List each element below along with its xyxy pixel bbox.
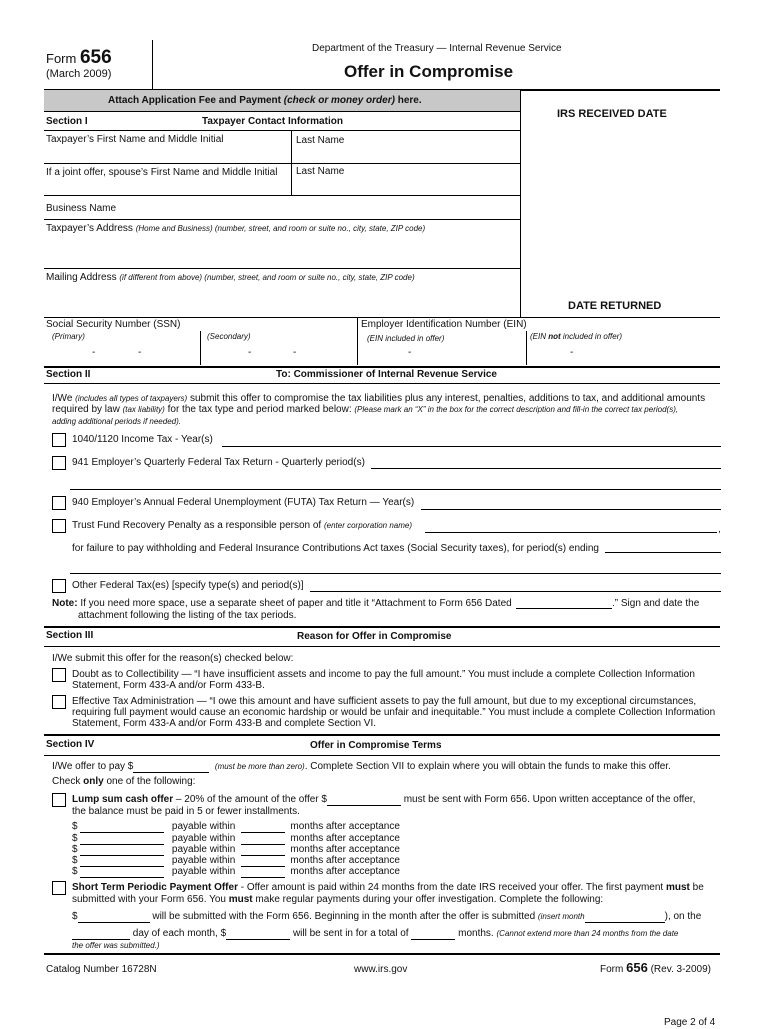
doubt-collectibility-label: Doubt as to Collectibility — “I have insufficient assets and income to pay the full amount.” You must include a complete Collection Information <box>72 669 695 680</box>
income-tax-years-field[interactable] <box>222 446 721 447</box>
short-term-label-2: submitted with your Form 656. You must make regular payments during your offer investigation. Complete the following: <box>72 894 604 905</box>
ein-not-included-label: (EIN not included in offer) <box>530 332 623 341</box>
ein-label: Employer Identification Number (EIN) <box>361 319 527 330</box>
header-divider <box>152 40 153 90</box>
form-number: 656 <box>79 47 112 68</box>
rule <box>44 317 720 318</box>
rule <box>44 953 720 955</box>
comma: , <box>718 524 721 535</box>
short-term-label-4: day of each month, $ will be sent in for a total of months. (Cannot extend more than 24 months from the date <box>72 928 678 940</box>
rule <box>44 626 720 628</box>
date-returned-label: DATE RETURNED <box>568 300 662 312</box>
ssn-label: Social Security Number (SSN) <box>46 319 181 330</box>
ssn-primary-field[interactable]: - - <box>92 347 142 358</box>
form-date: (March 2009) <box>46 68 112 80</box>
divider <box>200 331 201 365</box>
form-941-label: 941 Employer’s Quarterly Federal Tax Return - Quarterly period(s) <box>72 457 365 468</box>
footer-form-id: Form 656 (Rev. 3-2009) <box>600 960 711 975</box>
section-2-intro-3: adding additional periods if needed). <box>52 417 181 426</box>
lump-sum-label: Lump sum cash offer – 20% of the amount of the offer $ must be sent with Form 656. Upon written acceptance of the offer, <box>72 794 696 805</box>
trust-fund-line-2: for failure to pay withholding and Federal Insurance Contributions Act taxes (Social Security taxes), for period(s) ending <box>72 543 599 554</box>
other-tax-checkbox[interactable] <box>52 579 66 593</box>
irs-received-date-label: IRS RECEIVED DATE <box>557 108 667 120</box>
effective-tax-admin-checkbox[interactable] <box>52 695 66 709</box>
installment-row: $ payable within months after acceptance <box>72 866 400 877</box>
taxpayer-address-field[interactable]: Taxpayer’s Address (Home and Business) (number, street, and room or suite no., city, state, ZIP code) <box>46 223 426 234</box>
payment-day-field[interactable] <box>72 929 130 940</box>
section-2-note-line-2: attachment following the listing of the tax periods. <box>78 610 297 621</box>
rule <box>44 366 720 368</box>
section-2-title: To: Commissioner of Internal Revenue Service <box>276 369 497 380</box>
section-2-note: Note: If you need more space, use a separate sheet of paper and title it “Attachment to Form 656 Dated <box>52 598 512 609</box>
installment-row: $ payable within months after acceptance <box>72 855 400 866</box>
offer-amount-field[interactable] <box>133 762 209 773</box>
section-3-intro: I/We submit this offer for the reason(s) checked below: <box>52 653 294 664</box>
section-2-intro-1: I/We (includes all types of taxpayers) submit this offer to compromise the tax liabilities plus any interest, penalties, additions to tax, and additional amounts <box>52 393 706 404</box>
rule <box>44 646 720 647</box>
business-name-field[interactable]: Business Name <box>46 203 117 214</box>
corporation-name-field[interactable] <box>425 532 717 533</box>
section-1-title: Taxpayer Contact Information <box>202 116 343 127</box>
section-3-title: Reason for Offer in Compromise <box>297 631 452 642</box>
income-tax-label: 1040/1120 Income Tax - Year(s) <box>72 434 213 445</box>
section-2-label: Section II <box>46 369 91 380</box>
installment-row: $ payable within months after acceptance <box>72 844 400 855</box>
short-term-label-5: the offer was submitted.) <box>72 941 160 950</box>
ssn-secondary-label: (Secondary) <box>207 332 251 341</box>
attach-payment-bar: Attach Application Fee and Payment (check or money order) here. <box>44 90 520 112</box>
installment-row: $ payable within months after acceptance <box>72 833 400 844</box>
installment-amount-field[interactable] <box>80 822 164 833</box>
form-940-checkbox[interactable] <box>52 496 66 510</box>
offer-amount-line: I/We offer to pay $ (must be more than zero). Complete Section VII to explain where you will obtain the funds to make this offer. <box>52 761 671 772</box>
doubt-collectibility-checkbox[interactable] <box>52 668 66 682</box>
doubt-collectibility-label-2: Statement, Form 433-A and/or Form 433-B. <box>72 680 265 691</box>
installment-months-field[interactable] <box>241 867 285 878</box>
form-title: Offer in Compromise <box>344 62 514 81</box>
ein-included-label: (EIN included in offer) <box>367 334 445 343</box>
trust-fund-label: Trust Fund Recovery Penalty as a responsible person of (enter corporation name) <box>72 520 413 531</box>
installment-amount-field[interactable] <box>80 867 164 878</box>
attachment-date-field[interactable] <box>516 608 612 609</box>
section-3-label: Section III <box>46 630 94 641</box>
form-label: Form 656 <box>46 47 112 68</box>
first-name-field[interactable]: Taxpayer’s First Name and Middle Initial <box>46 134 224 145</box>
installment-months-field[interactable] <box>241 822 285 833</box>
other-tax-label: Other Federal Tax(es) [specify type(s) and period(s)] <box>72 580 304 591</box>
effective-tax-admin-label-2: requiring full payment would cause an economic hardship or would be unfair and inequitable.” You must include a complete Collection Information <box>72 707 716 718</box>
ssn-primary-label: (Primary) <box>52 332 85 341</box>
form-940-years-field[interactable] <box>421 509 721 510</box>
lump-sum-checkbox[interactable] <box>52 793 66 807</box>
form-940-label: 940 Employer’s Annual Federal Unemployment (FUTA) Tax Return — Year(s) <box>72 497 415 508</box>
effective-tax-admin-label: Effective Tax Administration — “I owe this amount and have sufficient assets to pay the full amount, but due to my exceptional circumstances, <box>72 696 697 707</box>
income-tax-checkbox[interactable] <box>52 433 66 447</box>
last-name-field[interactable]: Last Name <box>296 135 345 146</box>
department-line: Department of the Treasury — Internal Revenue Service <box>312 43 562 54</box>
installment-row: $ payable within months after acceptance <box>72 821 400 832</box>
lump-sum-label-2: the balance must be paid in 5 or fewer installments. <box>72 806 300 817</box>
trust-fund-checkbox[interactable] <box>52 519 66 533</box>
note-end: .” Sign and date the <box>612 598 700 609</box>
short-term-checkbox[interactable] <box>52 881 66 895</box>
rule <box>44 755 720 756</box>
irs-website-link[interactable]: www.irs.gov <box>354 964 408 975</box>
divider <box>526 331 527 365</box>
section-1-label: Section I <box>46 116 88 127</box>
first-payment-field[interactable] <box>78 912 150 923</box>
trust-fund-extra-line[interactable] <box>70 573 721 574</box>
short-term-label-3: $ will be submitted with the Form 656. Beginning in the month after the offer is submitted (insert month ), on the <box>72 911 702 922</box>
monthly-amount-field[interactable] <box>226 929 290 940</box>
ssn-secondary-field[interactable]: - - <box>248 347 297 358</box>
ein-included-field[interactable]: - <box>408 347 412 358</box>
spouse-last-name-field[interactable]: Last Name <box>296 166 345 177</box>
form-941-periods-field-2[interactable] <box>70 489 721 490</box>
page-number: Page 2 of 4 <box>664 1017 716 1028</box>
short-term-label: Short Term Periodic Payment Offer - Offer amount is paid within 24 months from the date IRS received your offer. The first payment must be <box>72 882 704 893</box>
form-941-checkbox[interactable] <box>52 456 66 470</box>
section-2-intro-2: required by law (tax liability) for the tax type and period marked below: (Please mark an “X” in the box for the correct description and fill-in the correct tax period(s), <box>52 404 679 415</box>
lump-sum-amount-field[interactable] <box>327 795 401 806</box>
other-tax-field[interactable] <box>310 591 721 592</box>
effective-tax-admin-label-3: Statement, Form 433-A and/or Form 433-B and complete Section VI. <box>72 718 377 729</box>
section-4-title: Offer in Compromise Terms <box>310 740 442 751</box>
catalog-number: Catalog Number 16728N <box>46 964 157 975</box>
section-4-label: Section IV <box>46 739 95 750</box>
divider <box>357 318 358 365</box>
rule <box>44 734 720 736</box>
ein-not-included-field[interactable]: - <box>570 347 574 358</box>
check-one-line: Check only one of the following: <box>52 776 196 787</box>
start-month-field[interactable] <box>585 912 665 923</box>
rule <box>44 383 720 384</box>
right-column-divider <box>520 90 521 318</box>
spouse-first-name-field[interactable]: If a joint offer, spouse’s First Name and Middle Initial <box>46 167 278 178</box>
period-ending-field[interactable] <box>605 552 721 553</box>
total-months-field[interactable] <box>411 929 455 940</box>
form-941-periods-field[interactable] <box>371 468 721 469</box>
mailing-address-field[interactable]: Mailing Address (if different from above) (number, street, and room or suite no., city, state, ZIP code) <box>46 272 415 283</box>
